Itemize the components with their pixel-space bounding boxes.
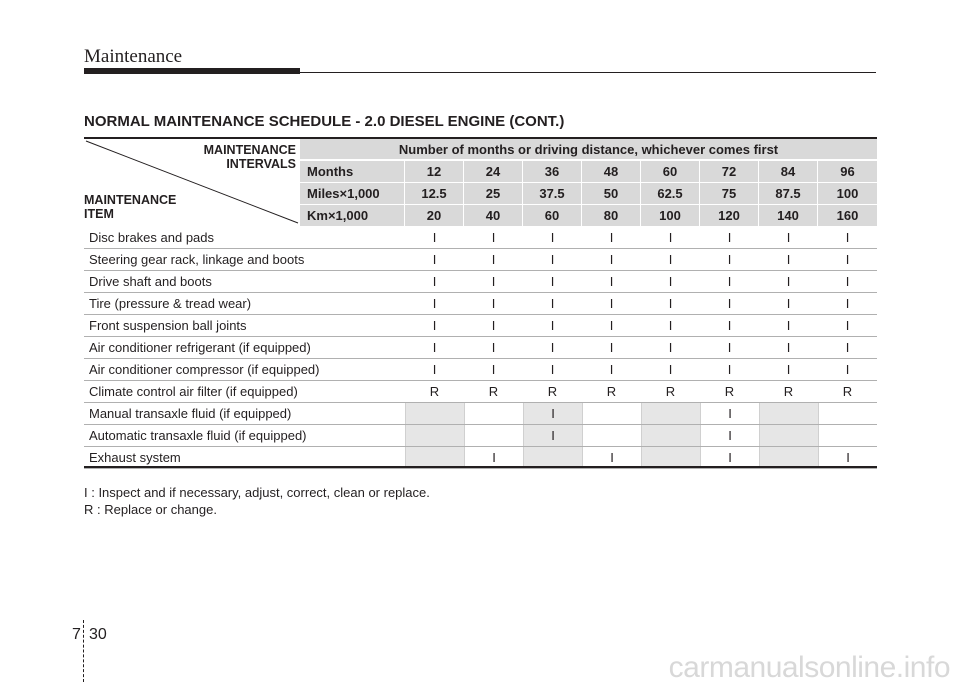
table-row [84, 271, 877, 293]
schedule-cell: I [786, 230, 791, 245]
page-number: 30 [89, 626, 107, 643]
watermark: carmanualsonline.info [668, 651, 950, 684]
schedule-cell: I [491, 362, 496, 377]
schedule-cell: I [818, 447, 877, 468]
schedule-cell: I [609, 318, 614, 333]
schedule-cell [523, 447, 582, 468]
schedule-cell [759, 425, 818, 446]
maintenance-item-name: Exhaust system [89, 450, 181, 465]
interval-value: 60 [641, 161, 700, 182]
schedule-cell: I [727, 252, 732, 267]
schedule-cell: I [609, 362, 614, 377]
schedule-cell: I [786, 274, 791, 289]
schedule-cell: I [786, 362, 791, 377]
table-bottom-rule [84, 466, 877, 468]
schedule-cell: I [582, 447, 641, 468]
schedule-cell [641, 403, 700, 424]
schedule-cell: I [609, 252, 614, 267]
schedule-cell: I [491, 340, 496, 355]
interval-value: 48 [582, 161, 641, 182]
schedule-cell: I [550, 274, 555, 289]
schedule-cell: I [700, 403, 759, 424]
header-rule [300, 72, 876, 73]
schedule-cell: R [783, 384, 794, 399]
interval-value: 50 [582, 183, 641, 204]
schedule-cell: I [491, 274, 496, 289]
page-number-divider [83, 620, 84, 682]
schedule-cell: I [432, 362, 437, 377]
schedule-cell: I [432, 252, 437, 267]
schedule-cell: I [668, 230, 673, 245]
schedule-cell: R [429, 384, 440, 399]
schedule-cell: R [488, 384, 499, 399]
interval-row-label: Km×1,000 [300, 205, 405, 226]
interval-value: 87.5 [759, 183, 818, 204]
schedule-cell: I [491, 296, 496, 311]
schedule-cell: I [432, 274, 437, 289]
interval-row [300, 161, 877, 183]
schedule-cell: I [668, 318, 673, 333]
schedule-cell: I [845, 362, 850, 377]
schedule-cell: I [845, 252, 850, 267]
schedule-cell: I [609, 230, 614, 245]
interval-value: 36 [523, 161, 582, 182]
schedule-cell: I [700, 425, 759, 446]
schedule-cell [405, 425, 464, 446]
interval-row [300, 205, 877, 227]
maintenance-item-name: Automatic transaxle fluid (if equipped) [89, 428, 307, 443]
schedule-cell [464, 425, 523, 446]
schedule-cell: I [609, 274, 614, 289]
schedule-cell: R [547, 384, 558, 399]
schedule-cell: I [432, 318, 437, 333]
table-row [84, 381, 877, 403]
schedule-cell: I [845, 230, 850, 245]
interval-value: 120 [700, 205, 759, 226]
legend [84, 484, 430, 518]
schedule-cell: I [727, 362, 732, 377]
schedule-cell: I [523, 403, 582, 424]
schedule-cell: I [550, 318, 555, 333]
interval-value: 100 [641, 205, 700, 226]
schedule-cell [464, 403, 523, 424]
schedule-cell [405, 447, 464, 468]
interval-value: 20 [405, 205, 464, 226]
schedule-cell [582, 403, 641, 424]
schedule-cell [818, 403, 877, 424]
interval-value: 96 [840, 163, 855, 179]
schedule-cell: I [786, 340, 791, 355]
interval-value: 40 [464, 205, 523, 226]
schedule-cell: I [550, 296, 555, 311]
schedule-cell: I [727, 230, 732, 245]
legend-inspect: I : Inspect and if necessary, adjust, correct, clean or replace. [84, 485, 430, 500]
schedule-cell: I [668, 296, 673, 311]
schedule-cell: I [727, 340, 732, 355]
schedule-cell: I [786, 318, 791, 333]
schedule-cell: I [491, 252, 496, 267]
interval-row [300, 183, 877, 205]
schedule-cell [641, 425, 700, 446]
schedule-cell: I [845, 274, 850, 289]
section-title: NORMAL MAINTENANCE SCHEDULE - 2.0 DIESEL ENGINE (CONT.) [84, 113, 565, 130]
maintenance-item-name: Disc brakes and pads [89, 230, 215, 245]
chapter-number: 7 [72, 626, 81, 643]
corner-item-label: MAINTENANCE ITEM [84, 193, 177, 221]
interval-value: 37.5 [523, 183, 582, 204]
schedule-cell: I [786, 296, 791, 311]
schedule-cell [818, 425, 877, 446]
schedule-cell: I [432, 230, 437, 245]
interval-value: 160 [836, 207, 859, 223]
table-row [84, 425, 877, 447]
maintenance-item-name: Front suspension ball joints [89, 318, 247, 333]
table-corner-cell [84, 139, 300, 225]
schedule-cell: I [727, 296, 732, 311]
interval-value: 12.5 [405, 183, 464, 204]
schedule-cell [405, 403, 464, 424]
interval-row-label: Months [300, 161, 405, 182]
schedule-cell: R [724, 384, 735, 399]
interval-value: 24 [464, 161, 523, 182]
interval-value: 84 [759, 161, 818, 182]
maintenance-item-name: Climate control air filter (if equipped) [89, 384, 298, 399]
maintenance-item-name: Tire (pressure & tread wear) [89, 296, 252, 311]
schedule-cell: I [550, 252, 555, 267]
maintenance-item-name: Manual transaxle fluid (if equipped) [89, 406, 292, 421]
schedule-cell [759, 447, 818, 468]
schedule-cell: I [668, 340, 673, 355]
legend-replace: R : Replace or change. [84, 502, 217, 517]
interval-value: 100 [836, 185, 859, 201]
interval-value: 140 [759, 205, 818, 226]
table-row [84, 337, 877, 359]
schedule-cell [641, 447, 700, 468]
table-main-header: Number of months or driving distance, whichever comes first [300, 139, 877, 160]
interval-value: 60 [523, 205, 582, 226]
schedule-cell: I [432, 296, 437, 311]
schedule-cell: I [609, 296, 614, 311]
maintenance-item-name: Steering gear rack, linkage and boots [89, 252, 305, 267]
schedule-cell: I [845, 340, 850, 355]
interval-value: 62.5 [641, 183, 700, 204]
interval-value: 80 [582, 205, 641, 226]
interval-value: 75 [700, 183, 759, 204]
maintenance-item-name: Drive shaft and boots [89, 274, 212, 289]
schedule-cell: I [464, 447, 523, 468]
schedule-cell: I [550, 340, 555, 355]
table-row [84, 359, 877, 381]
interval-value: 72 [700, 161, 759, 182]
schedule-cell [582, 425, 641, 446]
table-row [84, 315, 877, 337]
maintenance-item-name: Air conditioner refrigerant (if equipped) [89, 340, 311, 355]
schedule-cell: I [609, 340, 614, 355]
schedule-cell: I [727, 274, 732, 289]
table-row [84, 293, 877, 315]
header-bar [84, 68, 300, 74]
schedule-cell: I [668, 252, 673, 267]
table-row [84, 227, 877, 249]
schedule-cell: I [523, 425, 582, 446]
schedule-cell: I [491, 230, 496, 245]
schedule-cell: I [786, 252, 791, 267]
schedule-cell: I [700, 447, 759, 468]
schedule-cell: R [665, 384, 676, 399]
interval-row-label: Miles×1,000 [300, 183, 405, 204]
table-row [84, 403, 877, 425]
table-row [84, 249, 877, 271]
schedule-cell: I [845, 318, 850, 333]
schedule-cell: R [842, 384, 853, 399]
schedule-cell: I [550, 230, 555, 245]
schedule-cell: R [606, 384, 617, 399]
page-header-title: Maintenance [84, 46, 183, 67]
schedule-cell: I [432, 340, 437, 355]
schedule-cell: I [491, 318, 496, 333]
schedule-cell [759, 403, 818, 424]
interval-value: 25 [464, 183, 523, 204]
schedule-cell: I [550, 362, 555, 377]
interval-value: 12 [405, 161, 464, 182]
corner-intervals-label: MAINTENANCE INTERVALS [203, 143, 296, 171]
schedule-cell: I [668, 362, 673, 377]
schedule-cell: I [845, 296, 850, 311]
schedule-cell: I [668, 274, 673, 289]
maintenance-item-name: Air conditioner compressor (if equipped) [89, 362, 320, 377]
schedule-cell: I [727, 318, 732, 333]
